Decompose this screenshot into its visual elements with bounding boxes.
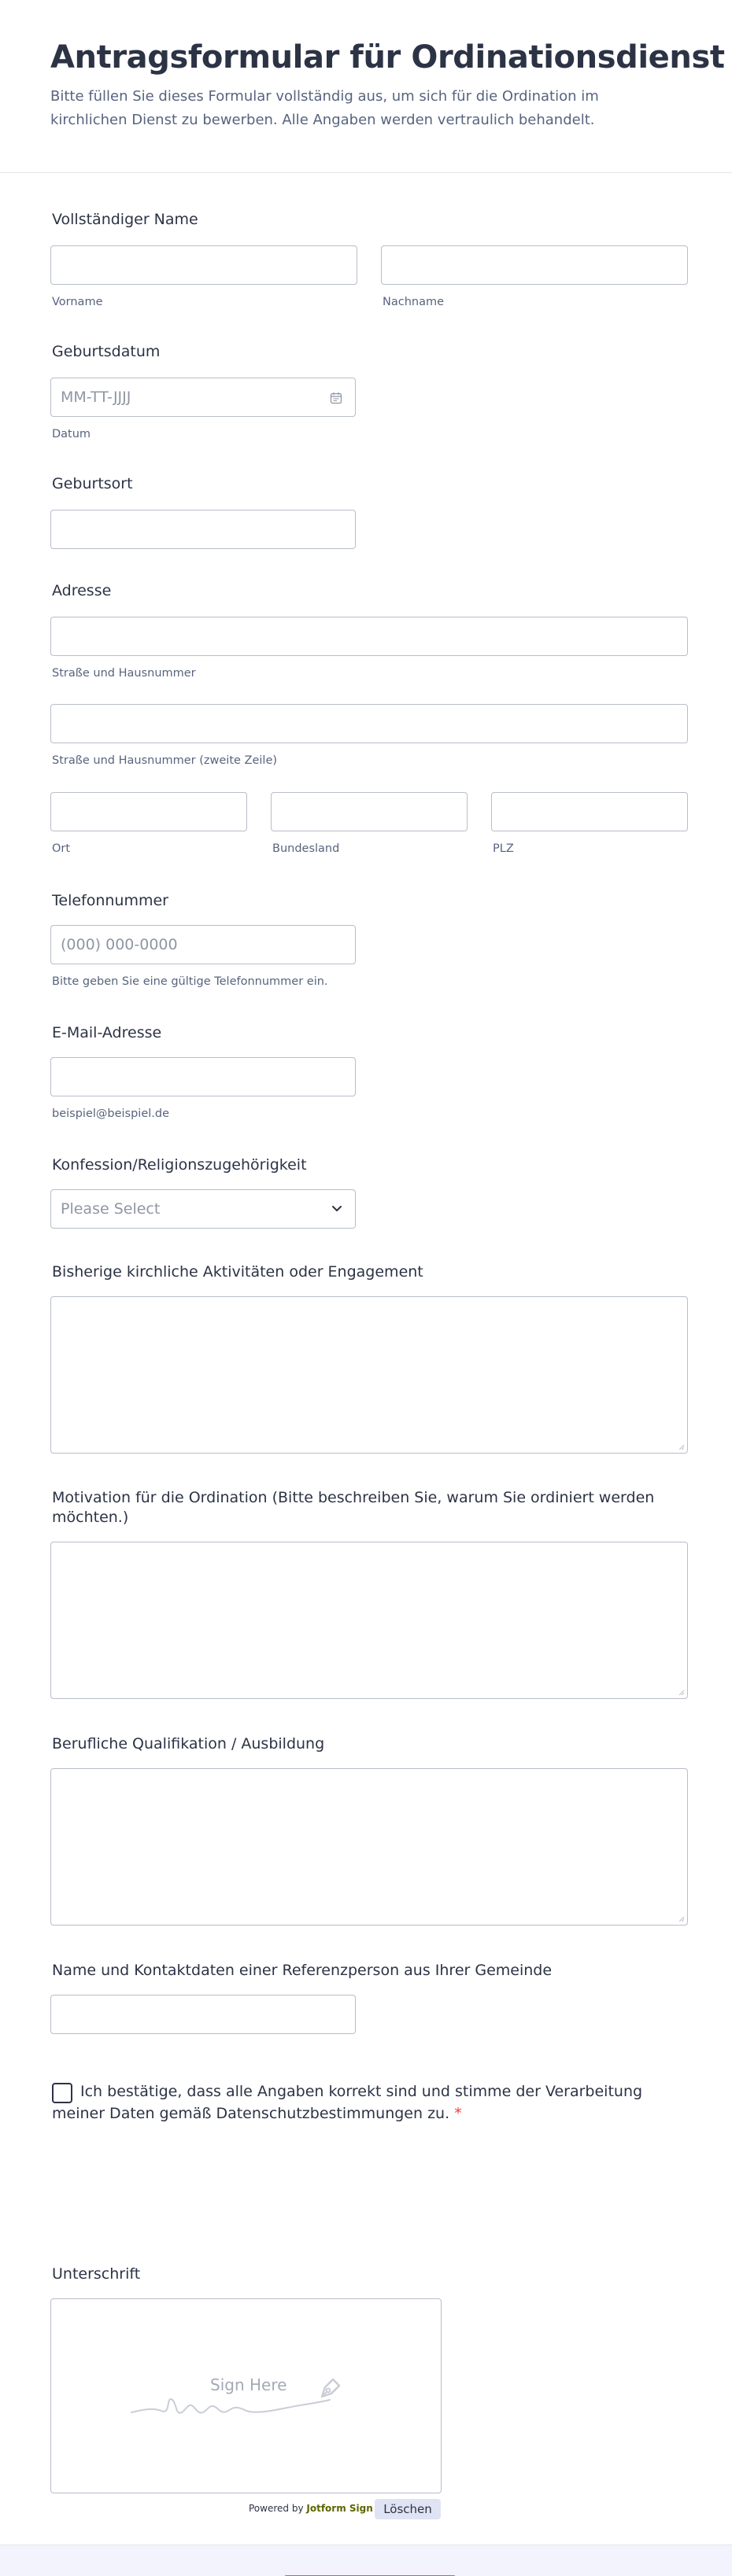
email-label: E-Mail-Adresse: [52, 1024, 162, 1041]
street2-input[interactable]: [50, 704, 688, 743]
email-sublabel: beispiel@beispiel.de: [52, 1107, 170, 1120]
zip-input[interactable]: [491, 792, 688, 831]
consent-text: [52, 2080, 697, 2125]
birth-place-input[interactable]: [50, 510, 356, 549]
powered-by: [249, 2503, 373, 2514]
resize-handle-icon[interactable]: [677, 1443, 685, 1450]
address-label: Adresse: [52, 582, 112, 599]
birth-date-input[interactable]: [50, 378, 356, 417]
form-header: [0, 0, 732, 173]
birth-date-placeholder: MM-TT-JJJJ: [61, 389, 131, 406]
resize-handle-icon[interactable]: [677, 1914, 685, 1922]
signature-label: Unterschrift: [52, 2265, 141, 2283]
street-sublabel: Straße und Hausnummer: [52, 667, 196, 680]
phone-label: Telefonnummer: [52, 892, 168, 909]
qualification-textarea[interactable]: [50, 1768, 688, 1926]
city-sublabel: Ort: [52, 842, 71, 855]
city-input[interactable]: [50, 792, 247, 831]
clear-signature-button[interactable]: Löschen: [375, 2499, 441, 2519]
denomination-label: Konfession/Religionszugehörigkeit: [52, 1156, 307, 1174]
street2-sublabel: Straße und Hausnummer (zweite Zeile): [52, 754, 278, 767]
calendar-icon[interactable]: [330, 392, 342, 404]
qualification-label: Berufliche Qualifikation / Ausbildung: [52, 1735, 325, 1752]
first-name-input[interactable]: [50, 245, 357, 285]
birth-date-sublabel: Datum: [52, 428, 91, 440]
motivation-label: Motivation für die Ordination (Bitte beschreiben Sie, warum Sie ordiniert werden möchten.): [52, 1489, 655, 1526]
birth-date-label: Geburtsdatum: [52, 343, 161, 360]
signature-pad[interactable]: [50, 2298, 442, 2493]
chevron-down-icon: [331, 1205, 342, 1213]
state-sublabel: Bundesland: [272, 842, 340, 855]
street-input[interactable]: [50, 617, 688, 656]
page-title: Antragsformular für Ordinationsdienst: [50, 39, 725, 76]
consent-label: Ich bestätige, dass alle Angaben korrekt sind und stimme der Verarbeitung meiner Daten gemäß Datenschutzbestimmungen zu.: [52, 2083, 643, 2122]
activities-label: Bisherige kirchliche Aktivitäten oder Engagement: [52, 1263, 423, 1281]
reference-label: Name und Kontaktdaten einer Referenzperson aus Ihrer Gemeinde: [52, 1962, 553, 1979]
zip-sublabel: PLZ: [493, 842, 514, 855]
phone-input[interactable]: [50, 925, 356, 964]
denomination-selected: Please Select: [61, 1200, 161, 1218]
phone-sublabel: Bitte geben Sie eine gültige Telefonnummer ein.: [52, 975, 328, 988]
pen-nib-icon: [316, 2375, 344, 2403]
required-mark: *: [454, 2105, 462, 2122]
denomination-select[interactable]: [50, 1189, 356, 1229]
phone-placeholder: (000) 000-0000: [61, 936, 178, 953]
powered-prefix: Powered by: [249, 2503, 304, 2514]
birth-place-label: Geburtsort: [52, 475, 133, 492]
email-input[interactable]: [50, 1057, 356, 1096]
form-footer: [0, 2545, 732, 2576]
first-name-sublabel: Vorname: [52, 296, 103, 308]
signature-hint: Sign Here: [210, 2375, 287, 2394]
full-name-label: Vollständiger Name: [52, 211, 198, 228]
form-description: Bitte füllen Sie dieses Formular vollständig aus, um sich für die Ordination im kirchlichen Dienst zu bewerben. Alle Angaben werden vertraulich behandelt.: [50, 88, 599, 128]
reference-input[interactable]: [50, 1995, 356, 2034]
powered-brand: Jotform Sign: [306, 2503, 373, 2514]
last-name-input[interactable]: [381, 245, 688, 285]
activities-textarea[interactable]: [50, 1296, 688, 1454]
motivation-textarea[interactable]: [50, 1542, 688, 1699]
last-name-sublabel: Nachname: [383, 296, 445, 308]
state-input[interactable]: [271, 792, 468, 831]
resize-handle-icon[interactable]: [677, 1688, 685, 1696]
